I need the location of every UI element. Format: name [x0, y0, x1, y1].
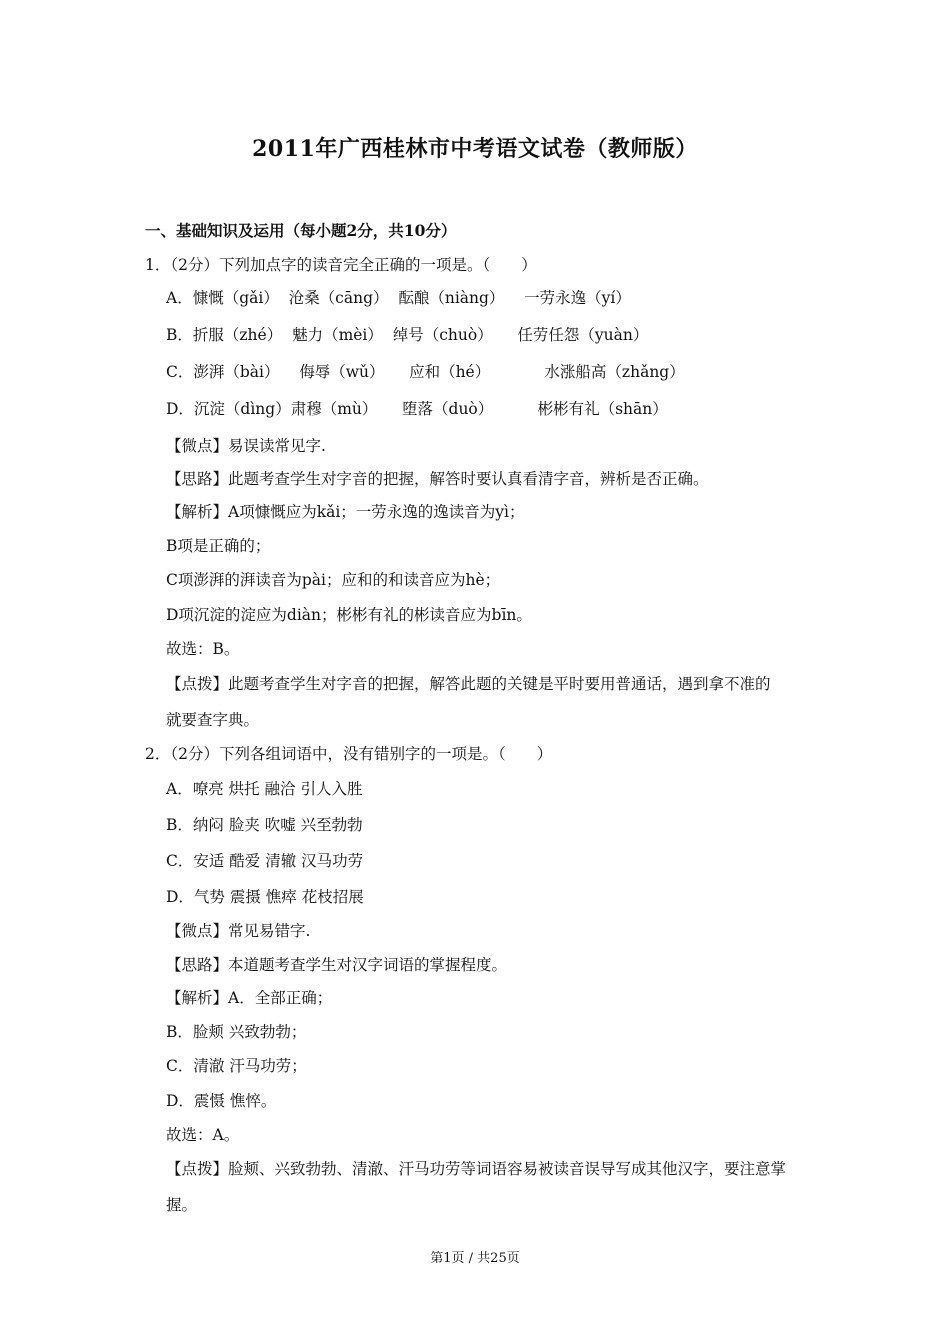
section-heading: 一、基础知识及运用（每小题2分，共10分） [145, 221, 457, 240]
q1-jiexi-d: D项沉淀的淀应为diàn；彬彬有礼的彬读音应为bīn。 [166, 606, 532, 624]
q1-option-a: A．慷慨（gǎi） 沧桑（cāng） 酝酿（niàng） 一劳永逸（yí） [166, 289, 631, 307]
q1-option-c: C．澎湃（bài） 侮辱（wǔ） 应和（hé） 水涨船高（zhǎng） [166, 363, 685, 381]
q2-jiexi: 【解析】A．全部正确； [166, 989, 333, 1007]
q2-option-c: C．安适 酷爱 清辙 汉马功劳 [166, 852, 364, 870]
page-title: 2011年广西桂林市中考语文试卷（教师版） [252, 136, 698, 162]
q1-dianbo-cont: 就要查字典。 [166, 711, 260, 729]
q2-option-b: B．纳闷 脸夹 吹嘘 兴至勃勃 [166, 816, 363, 834]
question-2-stem: 2．（2分）下列各组词语中，没有错别字的一项是。（ ） [145, 745, 553, 763]
q1-dianbo: 【点拨】此题考查学生对字音的把握，解答此题的关键是平时要用普通话，遇到拿不准的 [166, 675, 771, 693]
page-footer: 第1页 / 共25页 [430, 1251, 520, 1266]
q1-jiexi-c: C项澎湃的湃读音为pài；应和的和读音应为hè； [166, 571, 501, 589]
question-1-stem: 1．（2分）下列加点字的读音完全正确的一项是。（ ） [145, 256, 537, 274]
q2-silu: 【思路】本道题考查学生对汉字词语的掌握程度。 [166, 956, 508, 974]
q2-option-a: A．嘹亮 烘托 融洽 引人入胜 [166, 780, 363, 798]
q1-jiexi: 【解析】A项慷慨应为kǎi；一劳永逸的逸读音为yì； [166, 503, 525, 521]
q2-jiexi-c: C．清澈 汗马功劳； [166, 1057, 307, 1075]
q1-option-b: B．折服（zhé） 魅力（mèi） 绰号（chuò） 任劳任怨（yuàn） [166, 326, 649, 344]
q1-option-d: D．沉淀（dìng）肃穆（mù） 堕落（duò） 彬彬有礼（shān） [166, 400, 668, 418]
q2-answer: 故选：A。 [166, 1126, 240, 1144]
q2-option-d: D．气势 震摄 憔瘁 花枝招展 [166, 888, 364, 906]
q2-jiexi-d: D．震慑 憔悴。 [166, 1092, 277, 1110]
q1-jiexi-b: B项是正确的； [166, 537, 271, 555]
q2-dianbo: 【点拨】脸颊、兴致勃勃、清澈、汗马功劳等词语容易被读音误导写成其他汉字，要注意掌 [166, 1160, 787, 1178]
q2-jiexi-b: B．脸颊 兴致勃勃； [166, 1023, 307, 1041]
q2-weidian: 【微点】常见易错字. [166, 922, 311, 940]
q1-answer: 故选：B。 [166, 640, 240, 658]
q2-dianbo-cont: 握。 [166, 1196, 198, 1214]
q1-silu: 【思路】此题考查学生对字音的把握，解答时要认真看清字音，辨析是否正确。 [166, 470, 709, 488]
q1-weidian: 【微点】易误读常见字. [166, 437, 326, 455]
